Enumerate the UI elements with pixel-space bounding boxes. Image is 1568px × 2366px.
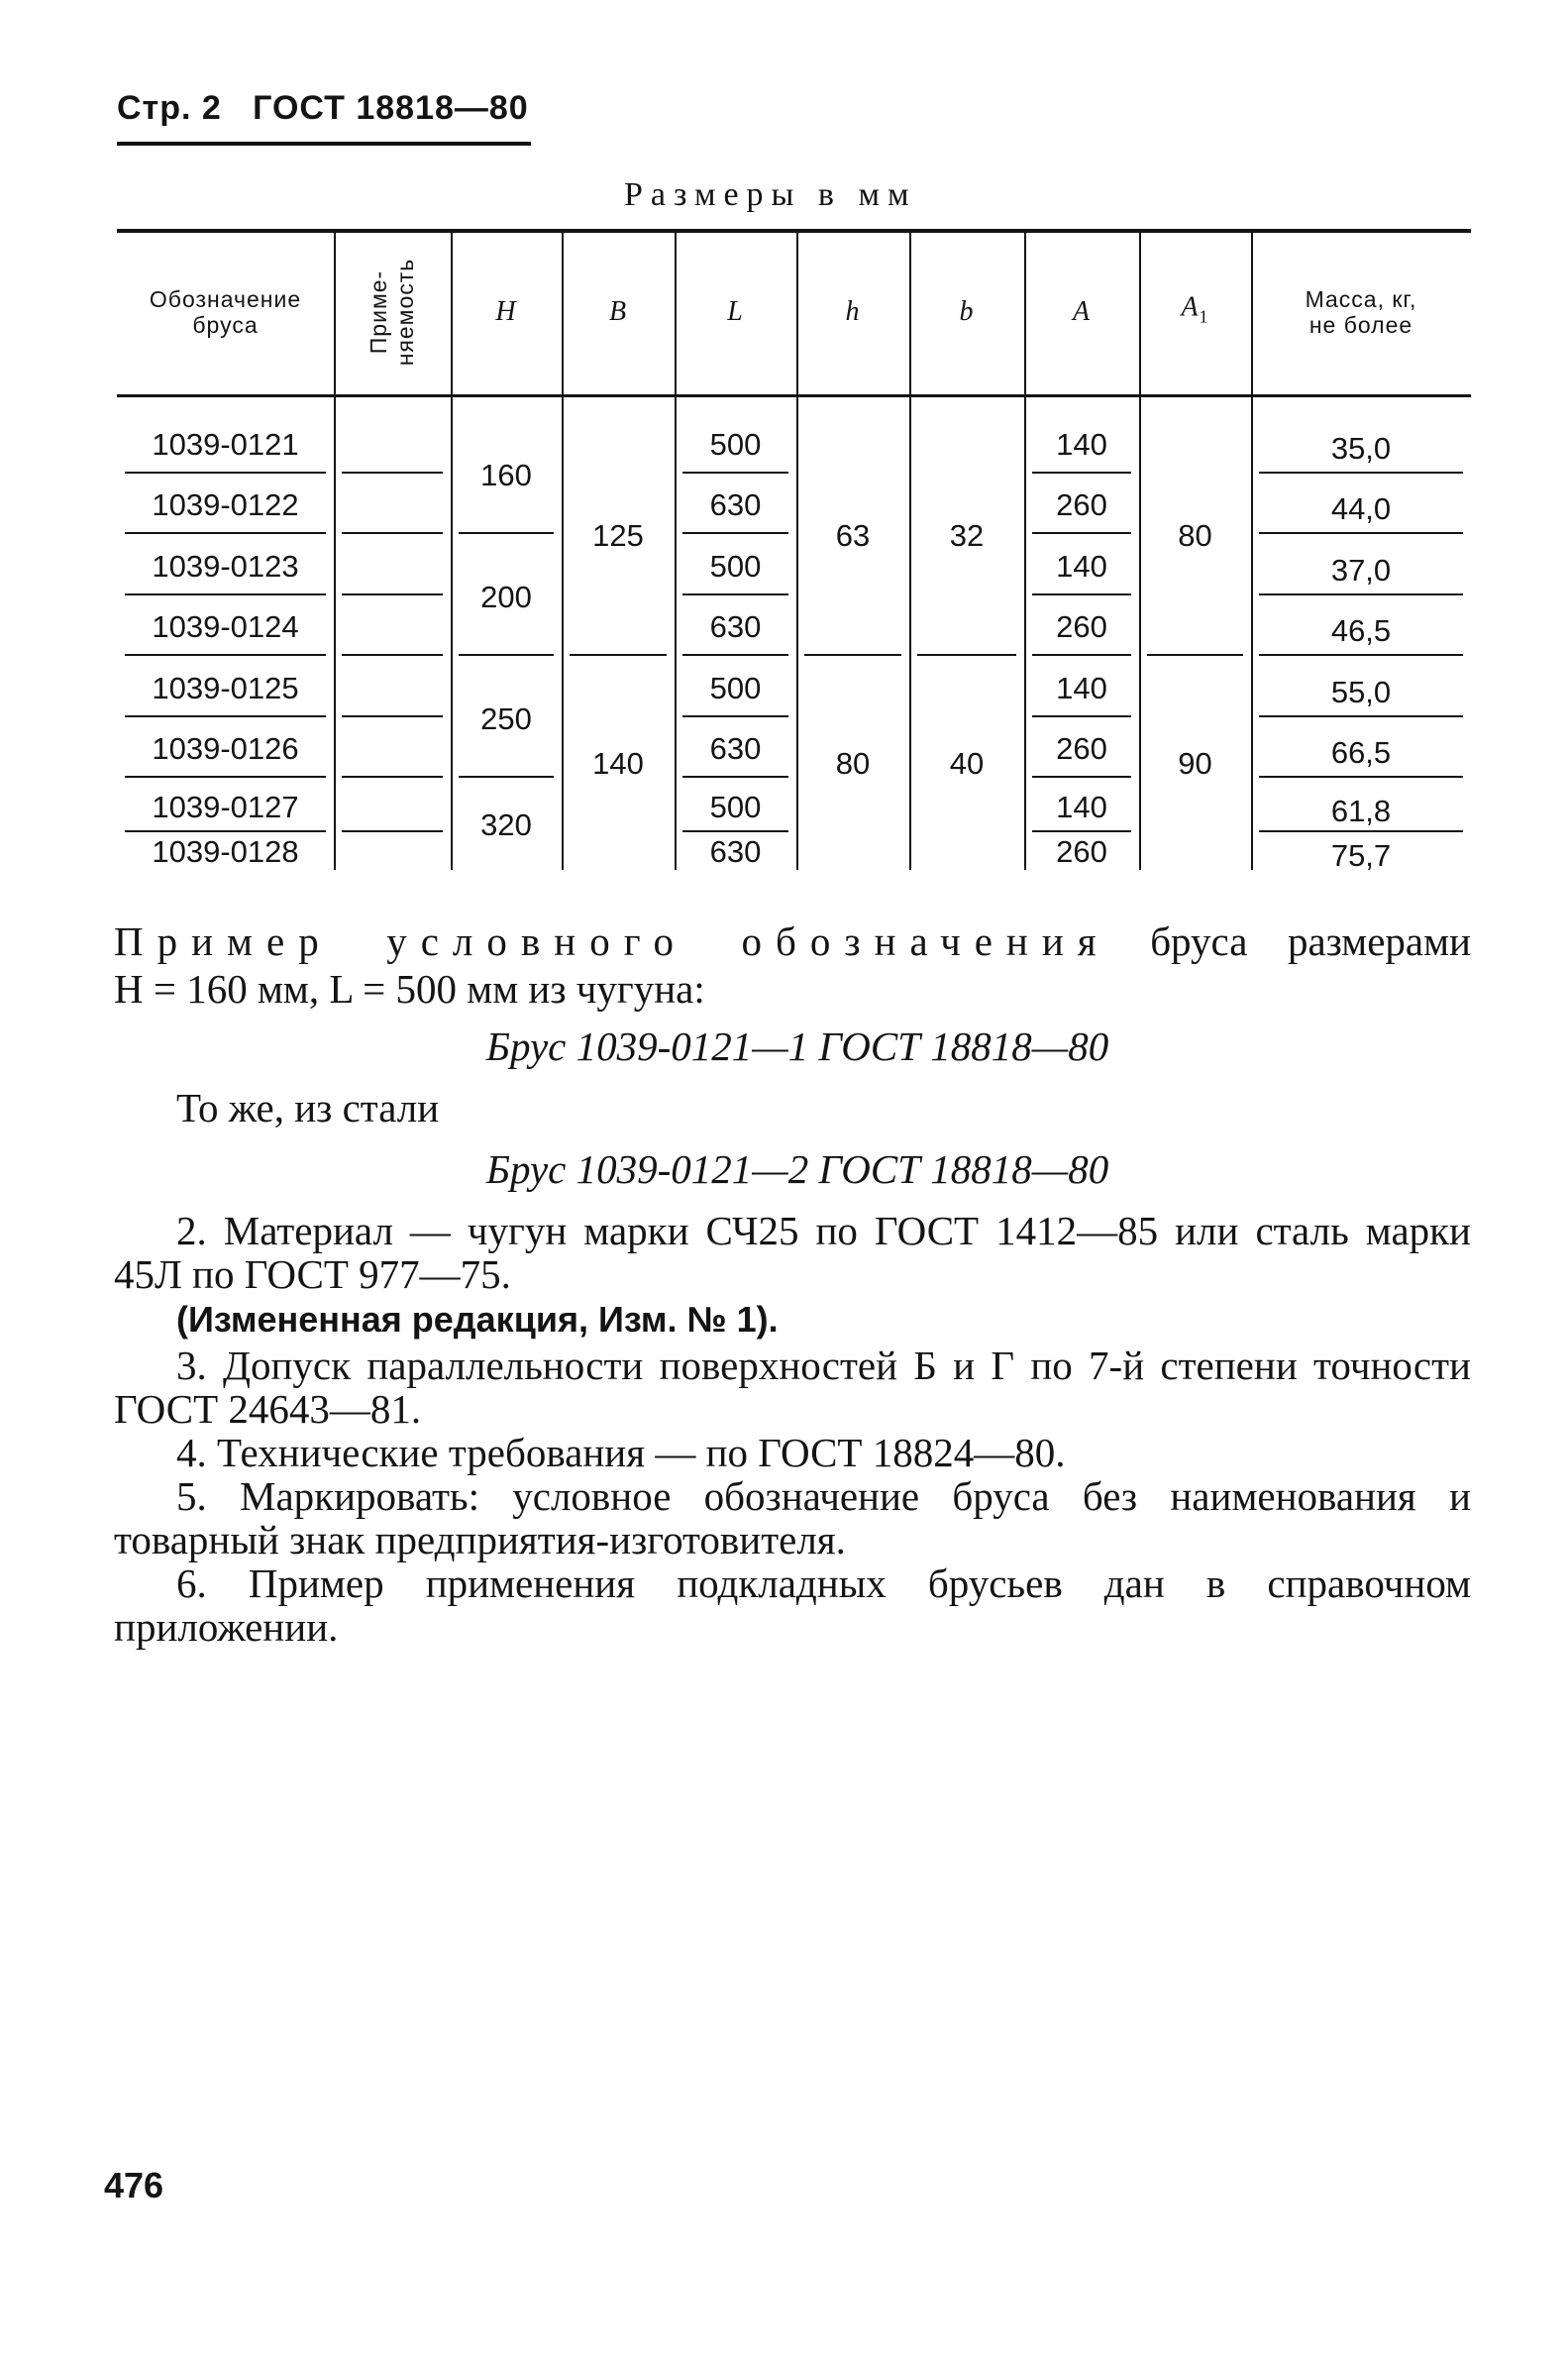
column-divider bbox=[909, 229, 911, 870]
header-A: A bbox=[1072, 295, 1092, 327]
row-rule-designation bbox=[125, 776, 326, 778]
row-rule-mass bbox=[1259, 532, 1463, 534]
item-tolerance: 3. Допуск параллельности поверхностей Б и Г по 7-й степени точности ГОСТ 24643—81. bbox=[114, 1343, 1471, 1432]
cell-mass: 55,0 bbox=[1330, 674, 1392, 709]
row-rule-designation bbox=[125, 830, 326, 832]
cell-A: 260 bbox=[1056, 834, 1107, 869]
cell-L: 500 bbox=[709, 548, 762, 584]
row-rule-H bbox=[459, 654, 554, 656]
row-rule-mass bbox=[1259, 654, 1463, 656]
row-rule-applicability bbox=[342, 472, 443, 474]
cell-designation: 1039-0126 bbox=[152, 731, 299, 767]
row-rule-L bbox=[682, 715, 788, 717]
table-caption: Размеры в мм bbox=[624, 176, 917, 213]
cell-L: 630 bbox=[709, 834, 762, 869]
row-rule-applicability bbox=[342, 654, 443, 656]
row-rule-L bbox=[682, 776, 788, 778]
cell-designation: 1039-0127 bbox=[152, 789, 299, 824]
header-rule bbox=[117, 142, 531, 146]
row-rule-L bbox=[682, 472, 788, 474]
row-rule-L bbox=[682, 532, 788, 534]
row-rule-designation bbox=[125, 593, 326, 595]
cell-A1: 90 bbox=[1178, 746, 1212, 781]
cell-A1: 80 bbox=[1178, 518, 1212, 553]
example-sizes: H = 160 мм, L = 500 мм из чугуна: bbox=[114, 966, 705, 1012]
row-rule-A bbox=[1032, 776, 1131, 778]
cell-b: 32 bbox=[949, 518, 985, 553]
header-B: B bbox=[608, 295, 628, 327]
cell-mass: 75,7 bbox=[1330, 838, 1392, 873]
row-rule-mass bbox=[1259, 776, 1463, 778]
header-H: H bbox=[495, 295, 517, 327]
same-from-steel: То же, из стали bbox=[176, 1085, 440, 1130]
cell-designation: 1039-0125 bbox=[152, 670, 299, 705]
standard-number: ГОСТ 18818—80 bbox=[253, 89, 529, 127]
revision-note: (Измененная редакция, Изм. № 1). bbox=[176, 1299, 779, 1340]
column-divider bbox=[451, 229, 453, 870]
example-intro-spaced: Пример условного обозначения bbox=[114, 918, 1110, 964]
cell-mass: 44,0 bbox=[1330, 491, 1392, 527]
column-divider bbox=[796, 229, 798, 870]
header-h: h bbox=[845, 295, 861, 327]
row-rule-L bbox=[682, 654, 788, 656]
cell-L: 630 bbox=[709, 487, 762, 523]
item-example-appendix: 6. Пример применения подкладных брусьев дан в справочном приложении. bbox=[114, 1560, 1471, 1650]
cell-H: 200 bbox=[480, 579, 532, 614]
header-L: L bbox=[727, 295, 744, 327]
cell-A: 140 bbox=[1056, 789, 1107, 824]
table-top-rule bbox=[117, 229, 1471, 233]
cell-B: 140 bbox=[592, 746, 644, 781]
cell-L: 500 bbox=[709, 426, 762, 462]
column-divider bbox=[1139, 229, 1141, 870]
cell-b: 40 bbox=[949, 746, 985, 781]
cell-designation: 1039-0124 bbox=[152, 609, 299, 645]
cell-A: 140 bbox=[1056, 426, 1107, 462]
designation-cast-iron: Брус 1039-0121—1 ГОСТ 18818—80 bbox=[485, 1023, 1109, 1069]
cell-H: 320 bbox=[480, 807, 532, 842]
row-rule-L bbox=[682, 830, 788, 832]
row-rule-applicability bbox=[342, 776, 443, 778]
example-intro bbox=[114, 919, 1471, 963]
row-rule-H bbox=[459, 776, 554, 778]
row-rule-B bbox=[570, 654, 667, 656]
row-rule-applicability bbox=[342, 593, 443, 595]
header-A1-subscript: 1 bbox=[1199, 305, 1209, 326]
cell-H: 160 bbox=[480, 457, 532, 492]
page-number: 476 bbox=[104, 2165, 164, 2205]
item-requirements: 4. Технические требования — по ГОСТ 18824—80. bbox=[176, 1430, 1066, 1475]
column-divider bbox=[562, 229, 564, 870]
row-rule-H bbox=[459, 532, 554, 534]
cell-mass: 46,5 bbox=[1330, 613, 1392, 649]
column-divider bbox=[675, 229, 677, 870]
row-rule-applicability bbox=[342, 715, 443, 717]
cell-A: 260 bbox=[1056, 487, 1107, 523]
example-intro-rest: бруса размерами bbox=[1109, 918, 1471, 964]
column-divider bbox=[334, 229, 336, 870]
page-label: Стр. 2 bbox=[117, 89, 222, 127]
row-rule-A bbox=[1032, 532, 1131, 534]
cell-h: 80 bbox=[835, 746, 871, 781]
designation-steel: Брус 1039-0121—2 ГОСТ 18818—80 bbox=[485, 1146, 1109, 1192]
row-rule-applicability bbox=[342, 532, 443, 534]
cell-H: 250 bbox=[480, 700, 532, 736]
header-mass: Масса, кг, не более bbox=[1305, 285, 1417, 338]
row-rule-mass bbox=[1259, 472, 1463, 474]
cell-L: 630 bbox=[709, 609, 762, 645]
row-rule-mass bbox=[1259, 593, 1463, 595]
row-rule-A bbox=[1032, 654, 1131, 656]
row-rule-applicability bbox=[342, 830, 443, 832]
row-rule-designation bbox=[125, 715, 326, 717]
row-rule-designation bbox=[125, 472, 326, 474]
cell-A: 140 bbox=[1056, 670, 1107, 705]
cell-B: 125 bbox=[592, 518, 644, 553]
row-rule-b bbox=[917, 654, 1016, 656]
row-rule-designation bbox=[125, 532, 326, 534]
row-rule-designation bbox=[125, 654, 326, 656]
cell-mass: 37,0 bbox=[1330, 552, 1392, 588]
item-material: 2. Материал — чугун марки СЧ25 по ГОСТ 1412—85 или сталь марки 45Л по ГОСТ 977—75. bbox=[114, 1208, 1471, 1297]
cell-A: 260 bbox=[1056, 609, 1107, 645]
cell-L: 500 bbox=[709, 670, 762, 705]
header-b: b bbox=[959, 295, 975, 327]
cell-L: 630 bbox=[709, 731, 762, 767]
cell-designation: 1039-0128 bbox=[152, 834, 299, 869]
cell-A: 260 bbox=[1056, 731, 1107, 767]
cell-mass: 61,8 bbox=[1330, 793, 1392, 828]
row-rule-A bbox=[1032, 715, 1131, 717]
row-rule-h bbox=[804, 654, 901, 656]
cell-designation: 1039-0122 bbox=[152, 487, 299, 523]
column-divider bbox=[1024, 229, 1026, 870]
cell-h: 63 bbox=[835, 518, 871, 553]
page-header bbox=[117, 89, 529, 128]
cell-A: 140 bbox=[1056, 548, 1107, 584]
row-rule-L bbox=[682, 593, 788, 595]
cell-mass: 35,0 bbox=[1330, 430, 1392, 466]
row-rule-A bbox=[1032, 472, 1131, 474]
cell-designation: 1039-0121 bbox=[152, 426, 299, 462]
cell-mass: 66,5 bbox=[1330, 735, 1392, 771]
header-A1: $A_1$ bbox=[1181, 291, 1209, 326]
header-designation: Обозначение бруса bbox=[149, 285, 302, 338]
row-rule-mass bbox=[1259, 830, 1463, 832]
table-header-rule bbox=[117, 394, 1471, 397]
row-rule-mass bbox=[1259, 715, 1463, 717]
cell-L: 500 bbox=[709, 789, 762, 824]
column-divider bbox=[1251, 229, 1253, 870]
cell-designation: 1039-0123 bbox=[152, 548, 299, 584]
row-rule-A bbox=[1032, 830, 1131, 832]
row-rule-A1 bbox=[1147, 654, 1243, 656]
header-applicability: Приме- няемость bbox=[366, 258, 418, 366]
item-marking: 5. Маркировать: условное обозначение бруса без наименования и товарный знак предприятия-изготовителя. bbox=[114, 1473, 1471, 1562]
row-rule-A bbox=[1032, 593, 1131, 595]
